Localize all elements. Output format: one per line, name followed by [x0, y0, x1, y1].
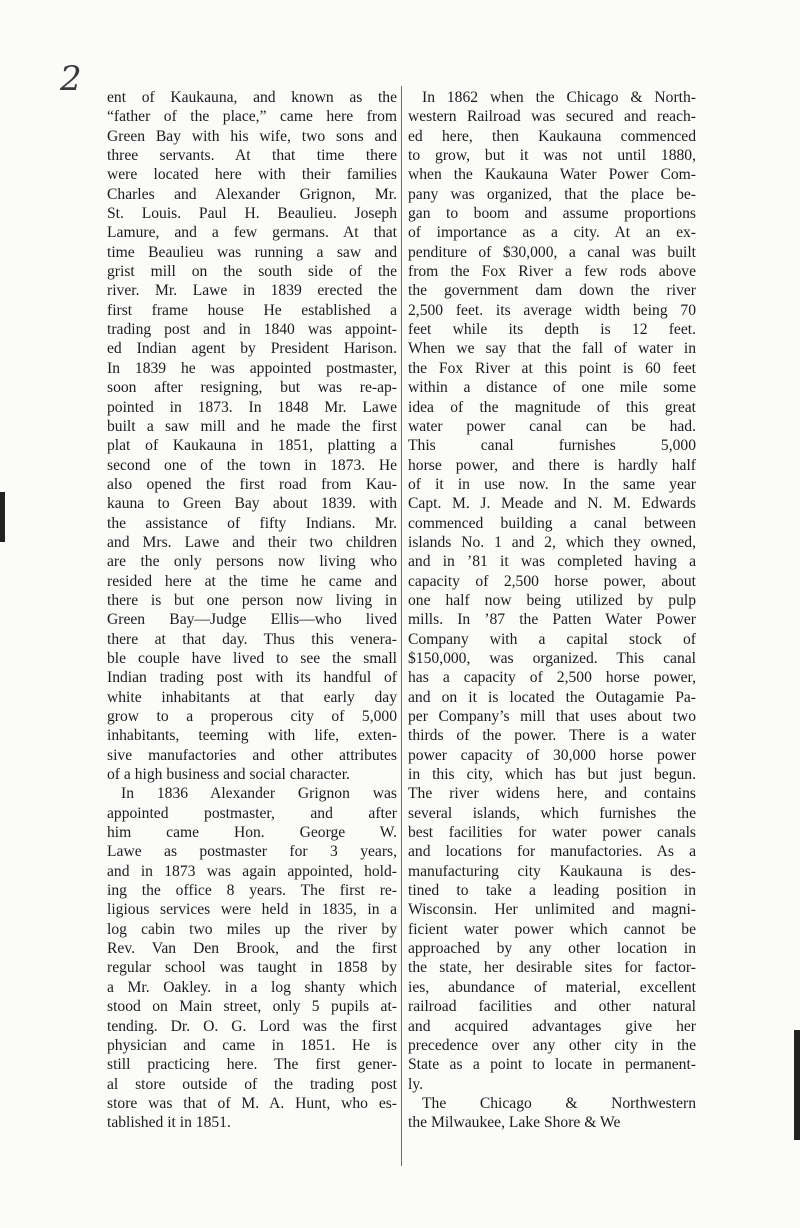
text-line: also opened the first road from Kau- [107, 475, 397, 493]
text-line: grow to a properous city of 5,000 [107, 708, 397, 725]
scan-edge-mark-right [794, 1030, 800, 1140]
text-line: ligious services were held in 1835, in a [107, 901, 397, 919]
text-line: and in 1873 was again appointed, hold- [107, 862, 397, 880]
page-number: 2 [60, 59, 82, 99]
text-line: mills. In ’87 the Patten Water Power [408, 611, 696, 629]
text-line: sive manufactories and other attributes [107, 746, 397, 764]
text-line: In 1862 when the Chicago & North- [422, 89, 696, 106]
text-line: and acquired advantages give her [408, 1017, 696, 1035]
text-line: islands No. 1 and 2, which they owned, [408, 533, 696, 551]
text-line: white inhabitants at that early day [107, 688, 397, 706]
text-line: gan to boom and assume proportions [408, 205, 696, 223]
text-line: river. Mr. Lawe in 1839 erected the [107, 282, 397, 300]
text-line: thirds of the power. There is a water [408, 727, 696, 745]
text-line: In 1839 he was appointed postmaster, [107, 359, 397, 377]
text-line: pany was organized, that the place be- [408, 185, 696, 203]
text-line: built a saw mill and he made the first [107, 417, 397, 435]
text-line: plat of Kaukauna in 1851, platting a [107, 437, 397, 455]
text-line: This canal furnishes 5,000 [408, 437, 696, 455]
text-line: one half now being utilized by pulp [408, 591, 696, 609]
text-line: tined to take a leading position in [408, 882, 696, 900]
text-line: appointed postmaster, and after [107, 804, 397, 822]
text-line: Green Bay with his wife, two sons and [107, 127, 397, 145]
text-line: the government dam down the river [408, 282, 696, 300]
text-line: second one of the town in 1873. He [107, 456, 397, 474]
text-line: Wisconsin. Her unlimited and magni- [408, 901, 696, 919]
text-line: Rev. Van Den Brook, and the first [107, 940, 397, 958]
text-line: grist mill on the south side of the [107, 263, 397, 281]
text-line: When we say that the fall of water in [408, 340, 696, 358]
text-line: of a high business and social character. [107, 766, 350, 784]
text-line: there at that day. Thus this venera- [107, 630, 397, 648]
text-line: St. Louis. Paul H. Beaulieu. Joseph [107, 205, 397, 223]
text-line: the Milwaukee, Lake Shore & We [408, 1114, 621, 1132]
text-line: within a distance of one mile some [408, 379, 696, 397]
text-line: trading post and in 1840 was appoint- [107, 321, 397, 339]
text-line: in this city, which has but just begun. [408, 766, 696, 784]
text-line: several islands, which furnishes the [408, 804, 696, 822]
text-line: Charles and Alexander Grignon, Mr. [107, 185, 397, 203]
scan-edge-mark-left [0, 492, 5, 542]
text-line: ed Indian agent by President Harison. [107, 340, 397, 358]
text-line: Company with a capital stock of [408, 630, 696, 648]
text-line: ble couple have lived to see the small [107, 649, 397, 667]
text-line: 2,500 feet. its average width being 70 [408, 301, 696, 319]
text-line: soon after resigning, but was re-ap- [107, 379, 397, 397]
text-line: Green Bay—Judge Ellis—who lived [107, 611, 397, 629]
text-line: to grow, but it was not until 1880, [408, 147, 696, 165]
text-line: resided here at the time he came and [107, 572, 397, 590]
text-line: when the Kaukauna Water Power Com- [408, 166, 696, 184]
text-line: horse power, and there is hardly half [408, 456, 696, 474]
text-line: The Chicago & Northwestern [422, 1094, 696, 1112]
text-line: ed here, then Kaukauna commenced [408, 127, 696, 145]
text-line: ficient water power which cannot be [408, 920, 696, 938]
text-line: ent of Kaukauna, and known as the [107, 89, 397, 106]
text-line: power capacity of 30,000 horse power [408, 746, 696, 764]
text-line: stood on Main street, only 5 pupils at- [107, 998, 397, 1016]
text-line: time Beaulieu was running a saw and [107, 243, 397, 261]
text-line: approached by any other location in [408, 940, 696, 958]
text-line: western Railroad was secured and reach- [408, 108, 696, 126]
text-line: inhabitants, teeming with life, exten- [107, 727, 397, 745]
text-line: first frame house He established a [107, 301, 397, 319]
text-line: idea of the magnitude of this great [408, 398, 696, 416]
text-line: of it in use now. In the same year [408, 475, 696, 493]
text-line: there is but one person now living in [107, 591, 397, 609]
text-line: and in ’81 it was completed having a [408, 553, 696, 571]
text-line: the Fox River at this point is 60 feet [408, 359, 696, 377]
text-line: him came Hon. George W. [107, 824, 397, 842]
text-line: penditure of $30,000, a canal was built [408, 243, 696, 261]
text-line: feet while its depth is 12 feet. [408, 321, 696, 339]
text-line: tending. Dr. O. G. Lord was the first [107, 1017, 397, 1035]
text-line: are the only persons now living who [107, 553, 397, 571]
text-line: State as a point to locate in permanent- [408, 1056, 696, 1074]
text-line: best facilities for water power canals [408, 824, 696, 842]
text-line: Indian trading post with its handful of [107, 669, 397, 687]
text-line: water power canal can be had. [408, 417, 696, 435]
text-line: ly. [408, 1075, 424, 1093]
text-line: store was that of M. A. Hunt, who es- [107, 1094, 397, 1112]
text-line: three servants. At that time there [107, 147, 397, 165]
text-line: regular school was taught in 1858 by [107, 959, 397, 977]
text-line: Capt. M. J. Meade and N. M. Edwards [408, 495, 696, 513]
text-line: “father of the place,” came here from [107, 108, 397, 126]
text-line: log cabin two miles up the river by [107, 920, 397, 938]
text-line: tablished it in 1851. [107, 1114, 231, 1132]
text-line: ing the office 8 years. The first re- [107, 882, 397, 900]
text-line: has a capacity of 2,500 horse power, [408, 669, 696, 687]
text-line: and Mrs. Lawe and their two children [107, 533, 397, 551]
text-line: pointed in 1873. In 1848 Mr. Lawe [107, 398, 397, 416]
text-line: manufacturing city Kaukauna is des- [408, 862, 696, 880]
text-line: The river widens here, and contains [408, 785, 696, 803]
text-line: $150,000, was organized. This canal [408, 649, 696, 667]
text-line: of importance as a city. At an ex- [408, 224, 696, 242]
text-line: capacity of 2,500 horse power, about [408, 572, 696, 590]
text-line: were located here with their families [107, 166, 397, 184]
text-line: still practicing here. The first gener- [107, 1056, 397, 1074]
text-line: the state, her desirable sites for factor- [408, 959, 696, 977]
text-line: the assistance of fifty Indians. Mr. [107, 514, 397, 532]
text-line: In 1836 Alexander Grignon was [121, 785, 397, 803]
text-line: ies, abundance of material, excellent [408, 978, 696, 996]
text-line: Lawe as postmaster for 3 years, [107, 843, 397, 861]
text-line: Lamure, and a few germans. At that [107, 224, 397, 242]
text-line: and on it is located the Outagamie Pa- [408, 688, 696, 706]
text-line: precedence over any other city in the [408, 1036, 696, 1054]
text-line: physician and came in 1851. He is [107, 1036, 397, 1054]
text-line: a Mr. Oakley. in a log shanty which [107, 978, 397, 996]
text-line: commenced building a canal between [408, 514, 696, 532]
text-line: and locations for manufactories. As a [408, 843, 696, 861]
left-column [107, 88, 397, 1133]
text-line: per Company’s mill that uses about two [408, 708, 696, 725]
text-line: railroad facilities and other natural [408, 998, 696, 1016]
column-divider [401, 86, 402, 1166]
text-line: al store outside of the trading post [107, 1075, 397, 1093]
text-line: from the Fox River a few rods above [408, 263, 696, 281]
text-line: kauna to Green Bay about 1839. with [107, 495, 397, 513]
right-column [408, 88, 696, 1133]
